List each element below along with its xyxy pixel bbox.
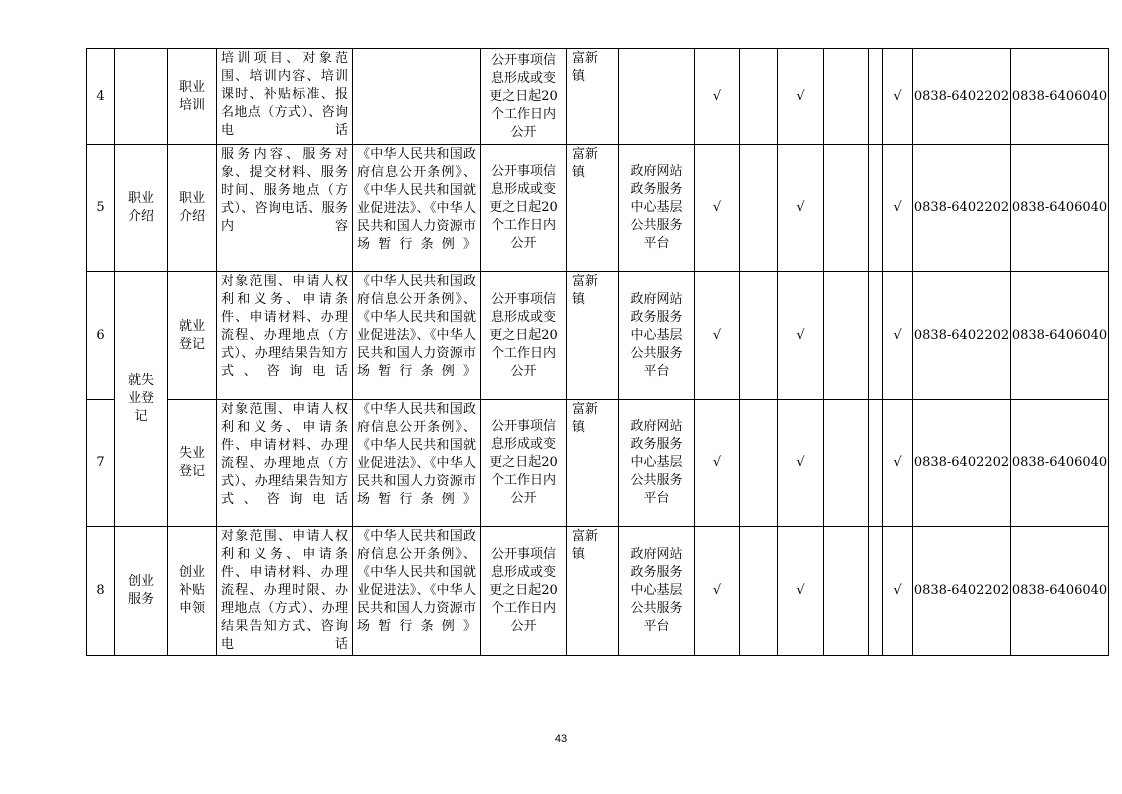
subject-cell: 富新镇 [567, 527, 619, 656]
empty-cell [869, 527, 883, 656]
check-mark: √ [778, 400, 824, 527]
table-row [87, 272, 1109, 400]
empty-cell [824, 527, 869, 656]
channel-cell: 政府网站政务服务中心基层公共服务平台 [619, 145, 695, 272]
check-mark: √ [883, 145, 913, 272]
item-cell: 职业介绍 [168, 145, 217, 272]
phone-cell: 0838-6406040 [1011, 400, 1109, 527]
check-mark: √ [695, 49, 740, 145]
category-cell: 就失业登记 [115, 272, 168, 527]
category-cell: 创业服务 [115, 527, 168, 656]
table-row [87, 145, 1109, 272]
item-cell: 就业登记 [168, 272, 217, 400]
empty-cell [824, 49, 869, 145]
check-mark: √ [778, 527, 824, 656]
check-mark: √ [695, 272, 740, 400]
check-mark: √ [778, 272, 824, 400]
basis-cell: 《中华人民共和国政府信息公开条例》、《中华人民共和国就业促进法》、《中华人民共和国人力资源市场暂行条例》 [353, 145, 481, 272]
basis-cell: 《中华人民共和国政府信息公开条例》、《中华人民共和国就业促进法》、《中华人民共和国人力资源市场暂行条例》 [353, 527, 481, 656]
check-mark: √ [695, 527, 740, 656]
phone-cell: 0838-6402202 [913, 145, 1011, 272]
item-cell: 创业补贴申领 [168, 527, 217, 656]
empty-cell [869, 49, 883, 145]
time-cell: 公开事项信息形成或变更之日起20个工作日内公开 [481, 527, 567, 656]
category-cell: 职业介绍 [115, 145, 168, 272]
time-cell: 公开事项信息形成或变更之日起20个工作日内公开 [481, 400, 567, 527]
check-mark: √ [883, 527, 913, 656]
time-cell: 公开事项信息形成或变更之日起20个工作日内公开 [481, 49, 567, 145]
time-cell: 公开事项信息形成或变更之日起20个工作日内公开 [481, 145, 567, 272]
basis-cell: 《中华人民共和国政府信息公开条例》、《中华人民共和国就业促进法》、《中华人民共和国人力资源市场暂行条例》 [353, 400, 481, 527]
time-cell: 公开事项信息形成或变更之日起20个工作日内公开 [481, 272, 567, 400]
item-cell: 失业登记 [168, 400, 217, 527]
scope-cell: 培训项目、对象范围、培训内容、培训课时、补贴标准、报名地点（方式）、咨询电话 [217, 49, 353, 145]
phone-cell: 0838-6402202 [913, 272, 1011, 400]
subject-cell: 富新镇 [567, 272, 619, 400]
empty-cell [869, 145, 883, 272]
row-number: 7 [87, 400, 115, 527]
channel-cell [619, 49, 695, 145]
basis-cell: 《中华人民共和国政府信息公开条例》、《中华人民共和国就业促进法》、《中华人民共和国人力资源市场暂行条例》 [353, 272, 481, 400]
check-mark: √ [695, 145, 740, 272]
item-cell: 职业培训 [168, 49, 217, 145]
check-mark: √ [883, 49, 913, 145]
check-mark: √ [883, 400, 913, 527]
empty-cell [869, 272, 883, 400]
row-number: 4 [87, 49, 115, 145]
scope-cell: 对象范围、申请人权利和义务、申请条件、申请材料、办理流程、办理地点（方式）、办理结果告知方式、咨询电话 [217, 400, 353, 527]
phone-cell: 0838-6402202 [913, 400, 1011, 527]
channel-cell: 政府网站政务服务中心基层公共服务平台 [619, 272, 695, 400]
table-row [87, 400, 1109, 527]
basis-cell [353, 49, 481, 145]
empty-cell [824, 272, 869, 400]
row-number: 6 [87, 272, 115, 400]
empty-cell [824, 145, 869, 272]
channel-cell: 政府网站政务服务中心基层公共服务平台 [619, 400, 695, 527]
table-row [87, 49, 1109, 145]
channel-cell: 政府网站政务服务中心基层公共服务平台 [619, 527, 695, 656]
check-mark: √ [778, 49, 824, 145]
check-mark: √ [778, 145, 824, 272]
empty-cell [824, 400, 869, 527]
page-number: 43 [554, 733, 568, 745]
check-mark: √ [695, 400, 740, 527]
subject-cell: 富新镇 [567, 400, 619, 527]
row-number: 8 [87, 527, 115, 656]
empty-cell [740, 527, 778, 656]
phone-cell: 0838-6406040 [1011, 272, 1109, 400]
empty-cell [740, 49, 778, 145]
empty-cell [740, 400, 778, 527]
phone-cell: 0838-6406040 [1011, 49, 1109, 145]
table-row [87, 527, 1109, 656]
phone-cell: 0838-6406040 [1011, 145, 1109, 272]
scope-cell: 对象范围、申请人权利和义务、申请条件、申请材料、办理流程、办理时限、办理地点（方式）、办理结果告知方式、咨询电话 [217, 527, 353, 656]
phone-cell: 0838-6402202 [913, 49, 1011, 145]
phone-cell: 0838-6406040 [1011, 527, 1109, 656]
empty-cell [869, 400, 883, 527]
check-mark: √ [883, 272, 913, 400]
scope-cell: 对象范围、申请人权利和义务、申请条件、申请材料、办理流程、办理地点（方式）、办理结果告知方式、咨询电话 [217, 272, 353, 400]
category-cell [115, 49, 168, 145]
row-number: 5 [87, 145, 115, 272]
empty-cell [740, 272, 778, 400]
subject-cell: 富新镇 [567, 49, 619, 145]
empty-cell [740, 145, 778, 272]
phone-cell: 0838-6402202 [913, 527, 1011, 656]
scope-cell: 服务内容、服务对象、提交材料、服务时间、服务地点（方式）、咨询电话、服务内容 [217, 145, 353, 272]
subject-cell: 富新镇 [567, 145, 619, 272]
disclosure-table [86, 48, 1109, 656]
